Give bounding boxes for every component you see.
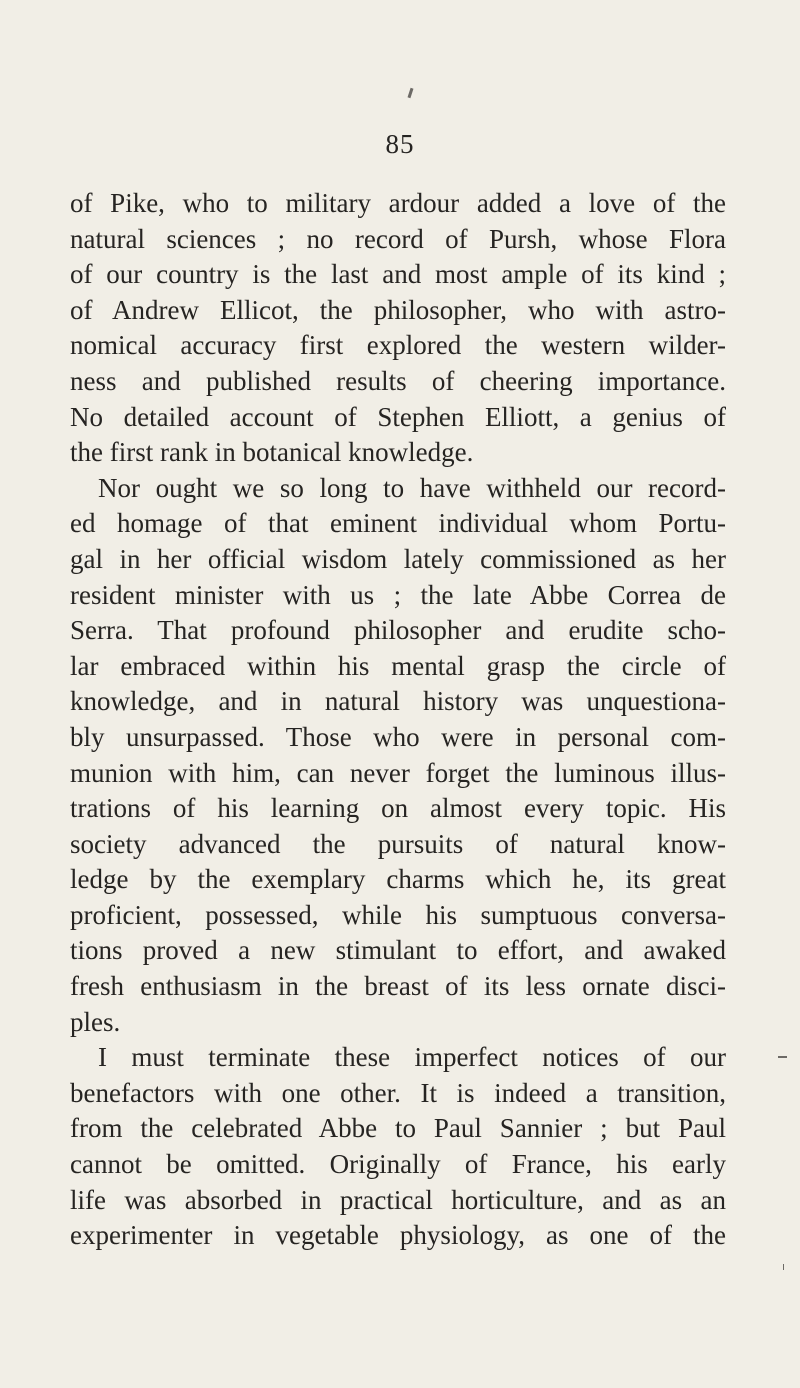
text-line: benefactors with one other. It is indeed a transition, <box>70 1077 726 1108</box>
text-line: Serra. That profound philosopher and erudite scho- <box>70 615 726 646</box>
text-line: life was absorbed in practical horticulture, and as an <box>70 1184 726 1215</box>
text-line: natural sciences ; no record of Pursh, whose Flora <box>70 223 726 254</box>
text-line: I must terminate these imperfect notices of our <box>98 1042 726 1073</box>
text-line: proficient, possessed, while his sumptuous conversa- <box>70 899 726 930</box>
text-line: cannot be omitted. Originally of France, his early <box>70 1149 726 1180</box>
text-line: experimenter in vegetable physiology, as one of the <box>70 1220 726 1251</box>
text-line: the first rank in botanical knowledge. <box>70 437 474 468</box>
text-line: fresh enthusiasm in the breast of its less ornate disci- <box>70 971 726 1002</box>
text-line: of Pike, who to military ardour added a love of the <box>70 188 726 218</box>
paper-speck <box>778 1056 787 1058</box>
text-line: lar embraced within his mental grasp the circle of <box>70 650 726 681</box>
text-line: trations of his learning on almost every topic. His <box>70 793 726 824</box>
text-line: resident minister with us ; the late Abbe Correa de <box>70 579 726 610</box>
text-line: gal in her official wisdom lately commissioned as her <box>70 543 726 574</box>
text-line: of Andrew Ellicot, the philosopher, who with astro- <box>70 294 726 325</box>
text-line: Nor ought we so long to have withheld our record- <box>98 472 726 503</box>
body-text <box>70 186 726 1254</box>
text-line: of our country is the last and most ample of its kind ; <box>70 259 726 290</box>
paper-speck <box>408 88 414 98</box>
paper-speck <box>783 1264 784 1270</box>
text-line: ples. <box>70 1006 121 1037</box>
text-line: ed homage of that eminent individual whom Portu- <box>70 508 726 539</box>
text-line: society advanced the pursuits of natural know- <box>70 828 726 859</box>
text-line: from the celebrated Abbe to Paul Sannier ; but Paul <box>70 1113 726 1144</box>
text-line: nomical accuracy first explored the western wilder- <box>70 330 726 361</box>
page-number: 85 <box>385 129 415 159</box>
text-line: munion with him, can never forget the luminous illus- <box>70 757 726 788</box>
text-line: ledge by the exemplary charms which he, its great <box>70 864 726 895</box>
text-line: No detailed account of Stephen Elliott, a genius of <box>70 401 726 432</box>
text-line: tions proved a new stimulant to effort, and awaked <box>70 935 726 966</box>
text-line: knowledge, and in natural history was unquestiona- <box>70 686 726 717</box>
text-line: ness and published results of cheering importance. <box>70 365 726 396</box>
text-line: bly unsurpassed. Those who were in personal com- <box>70 721 726 752</box>
